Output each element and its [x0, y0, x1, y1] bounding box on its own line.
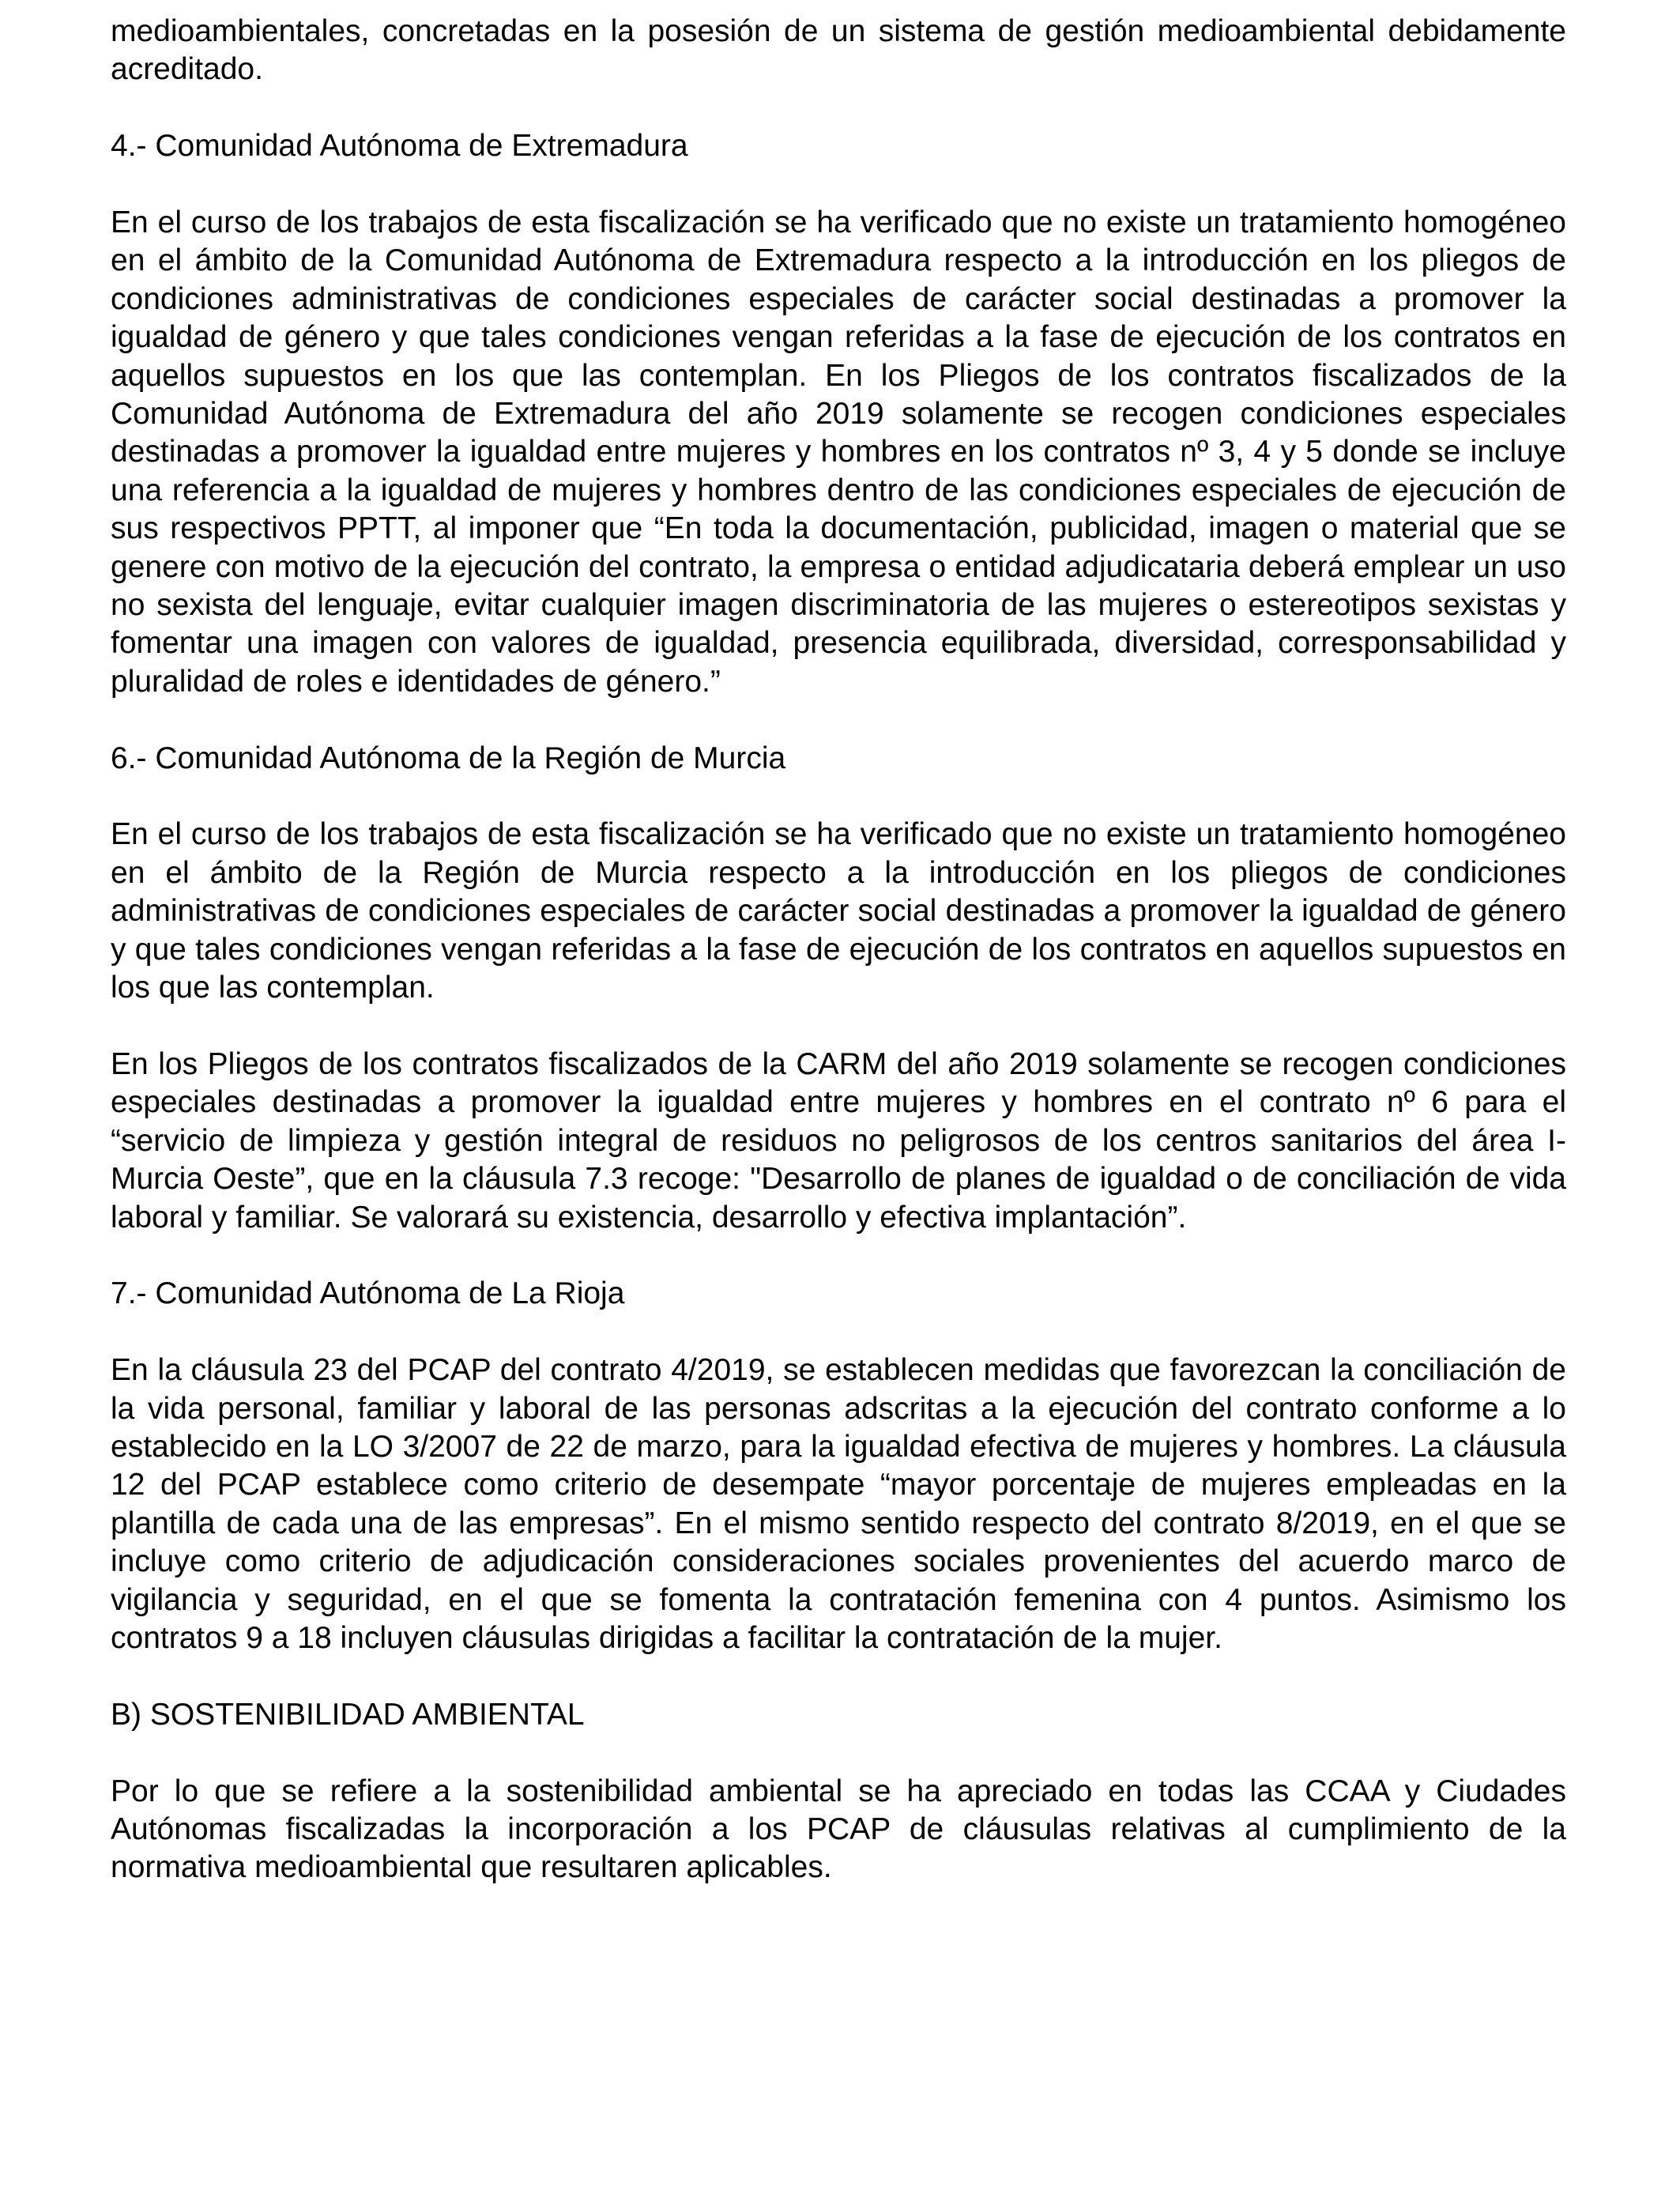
section-heading-murcia: 6.- Comunidad Autónoma de la Región de Murcia — [111, 741, 786, 775]
section-heading-sostenibilidad: B) SOSTENIBILIDAD AMBIENTAL — [111, 1697, 585, 1732]
section-heading-extremadura: 4.- Comunidad Autónoma de Extremadura — [111, 129, 688, 164]
paragraph-la-rioja: En la cláusula 23 del PCAP del contrato 4/2019, se establecen medidas que favorezcan la conciliación de la vida personal, familiar y laboral de las personas adscritas a la ejecución del contrato conforme a lo establecido en la LO 3/2007 de 22 de marzo, para la igualdad efectiva de mujeres y hombres. La cláusula 12 del PCAP establece como criterio de desempate “mayor porcentaje de mujeres empleadas en la plantilla de cada una de las empresas”. En el mismo sentido respecto del contrato 8/2019, en el que se incluye como criterio de adjudicación consideraciones sociales provenientes del acuerdo marco de vigilancia y seguridad, en el que se fomenta la contratación femenina con 4 puntos. Asimismo los contratos 9 a 18 incluyen cláusulas dirigidas a facilitar la contratación de la mujer. — [111, 1353, 1566, 1655]
paragraph-extremadura: En el curso de los trabajos de esta fiscalización se ha verificado que no existe un tratamiento homogéneo en el ámbito de la Comunidad Autónoma de Extremadura respecto a la introducción en los pliegos de condiciones administrativas de condiciones especiales de carácter social destinadas a promover la igualdad de género y que tales condiciones vengan referidas a la fase de ejecución de los contratos en aquellos supuestos en los que las contemplan. En los Pliegos de los contratos fiscalizados de la Comunidad Autónoma de Extremadura del año 2019 solamente se recogen condiciones especiales destinadas a promover la igualdad entre mujeres y hombres en los contratos nº 3, 4 y 5 donde se incluye una referencia a la igualdad de mujeres y hombres dentro de las condiciones especiales de ejecución de sus respectivos PPTT, al imponer que “En toda la documentación, publicidad, imagen o material que se genere con motivo de la ejecución del contrato, la empresa o entidad adjudicataria deberá emplear un uso no sexista del lenguaje, evitar cualquier imagen discriminatoria de las mujeres o estereotipos sexistas y fomentar una imagen con valores de igualdad, presencia equilibrada, diversidad, corresponsabilidad y pluralidad de roles e identidades de género.” — [111, 205, 1566, 699]
section-heading-la-rioja: 7.- Comunidad Autónoma de La Rioja — [111, 1276, 625, 1311]
paragraph-continuation: medioambientales, concretadas en la posesión de un sistema de gestión medioambiental debidamente acreditado. — [111, 14, 1566, 87]
paragraph-sostenibilidad: Por lo que se refiere a la sostenibilidad ambiental se ha apreciado en todas las CCAA y Ciudades Autónomas fiscalizadas la incorporación a los PCAP de cláusulas relativas al cumplimiento de la normativa medioambiental que resultaren aplicables. — [111, 1774, 1566, 1885]
paragraph-murcia-2: En los Pliegos de los contratos fiscalizados de la CARM del año 2019 solamente se recogen condiciones especiales destinadas a promover la igualdad entre mujeres y hombres en el contrato nº 6 para el “servicio de limpieza y gestión integral de residuos no peligrosos de los centros sanitarios del área I- Murcia Oeste”, que en la cláusula 7.3 recoge: "Desarrollo de planes de igualdad o de conciliación de vida laboral y familiar. Se valorará su existencia, desarrollo y efectiva implantación”. — [111, 1046, 1566, 1235]
paragraph-murcia-1: En el curso de los trabajos de esta fiscalización se ha verificado que no existe un tratamiento homogéneo en el ámbito de la Región de Murcia respecto a la introducción en los pliegos de condiciones administrativas de condiciones especiales de carácter social destinadas a promover la igualdad de género y que tales condiciones vengan referidas a la fase de ejecución de los contratos en aquellos supuestos en los que las contemplan. — [111, 817, 1566, 1005]
document-page — [111, 13, 1566, 1925]
